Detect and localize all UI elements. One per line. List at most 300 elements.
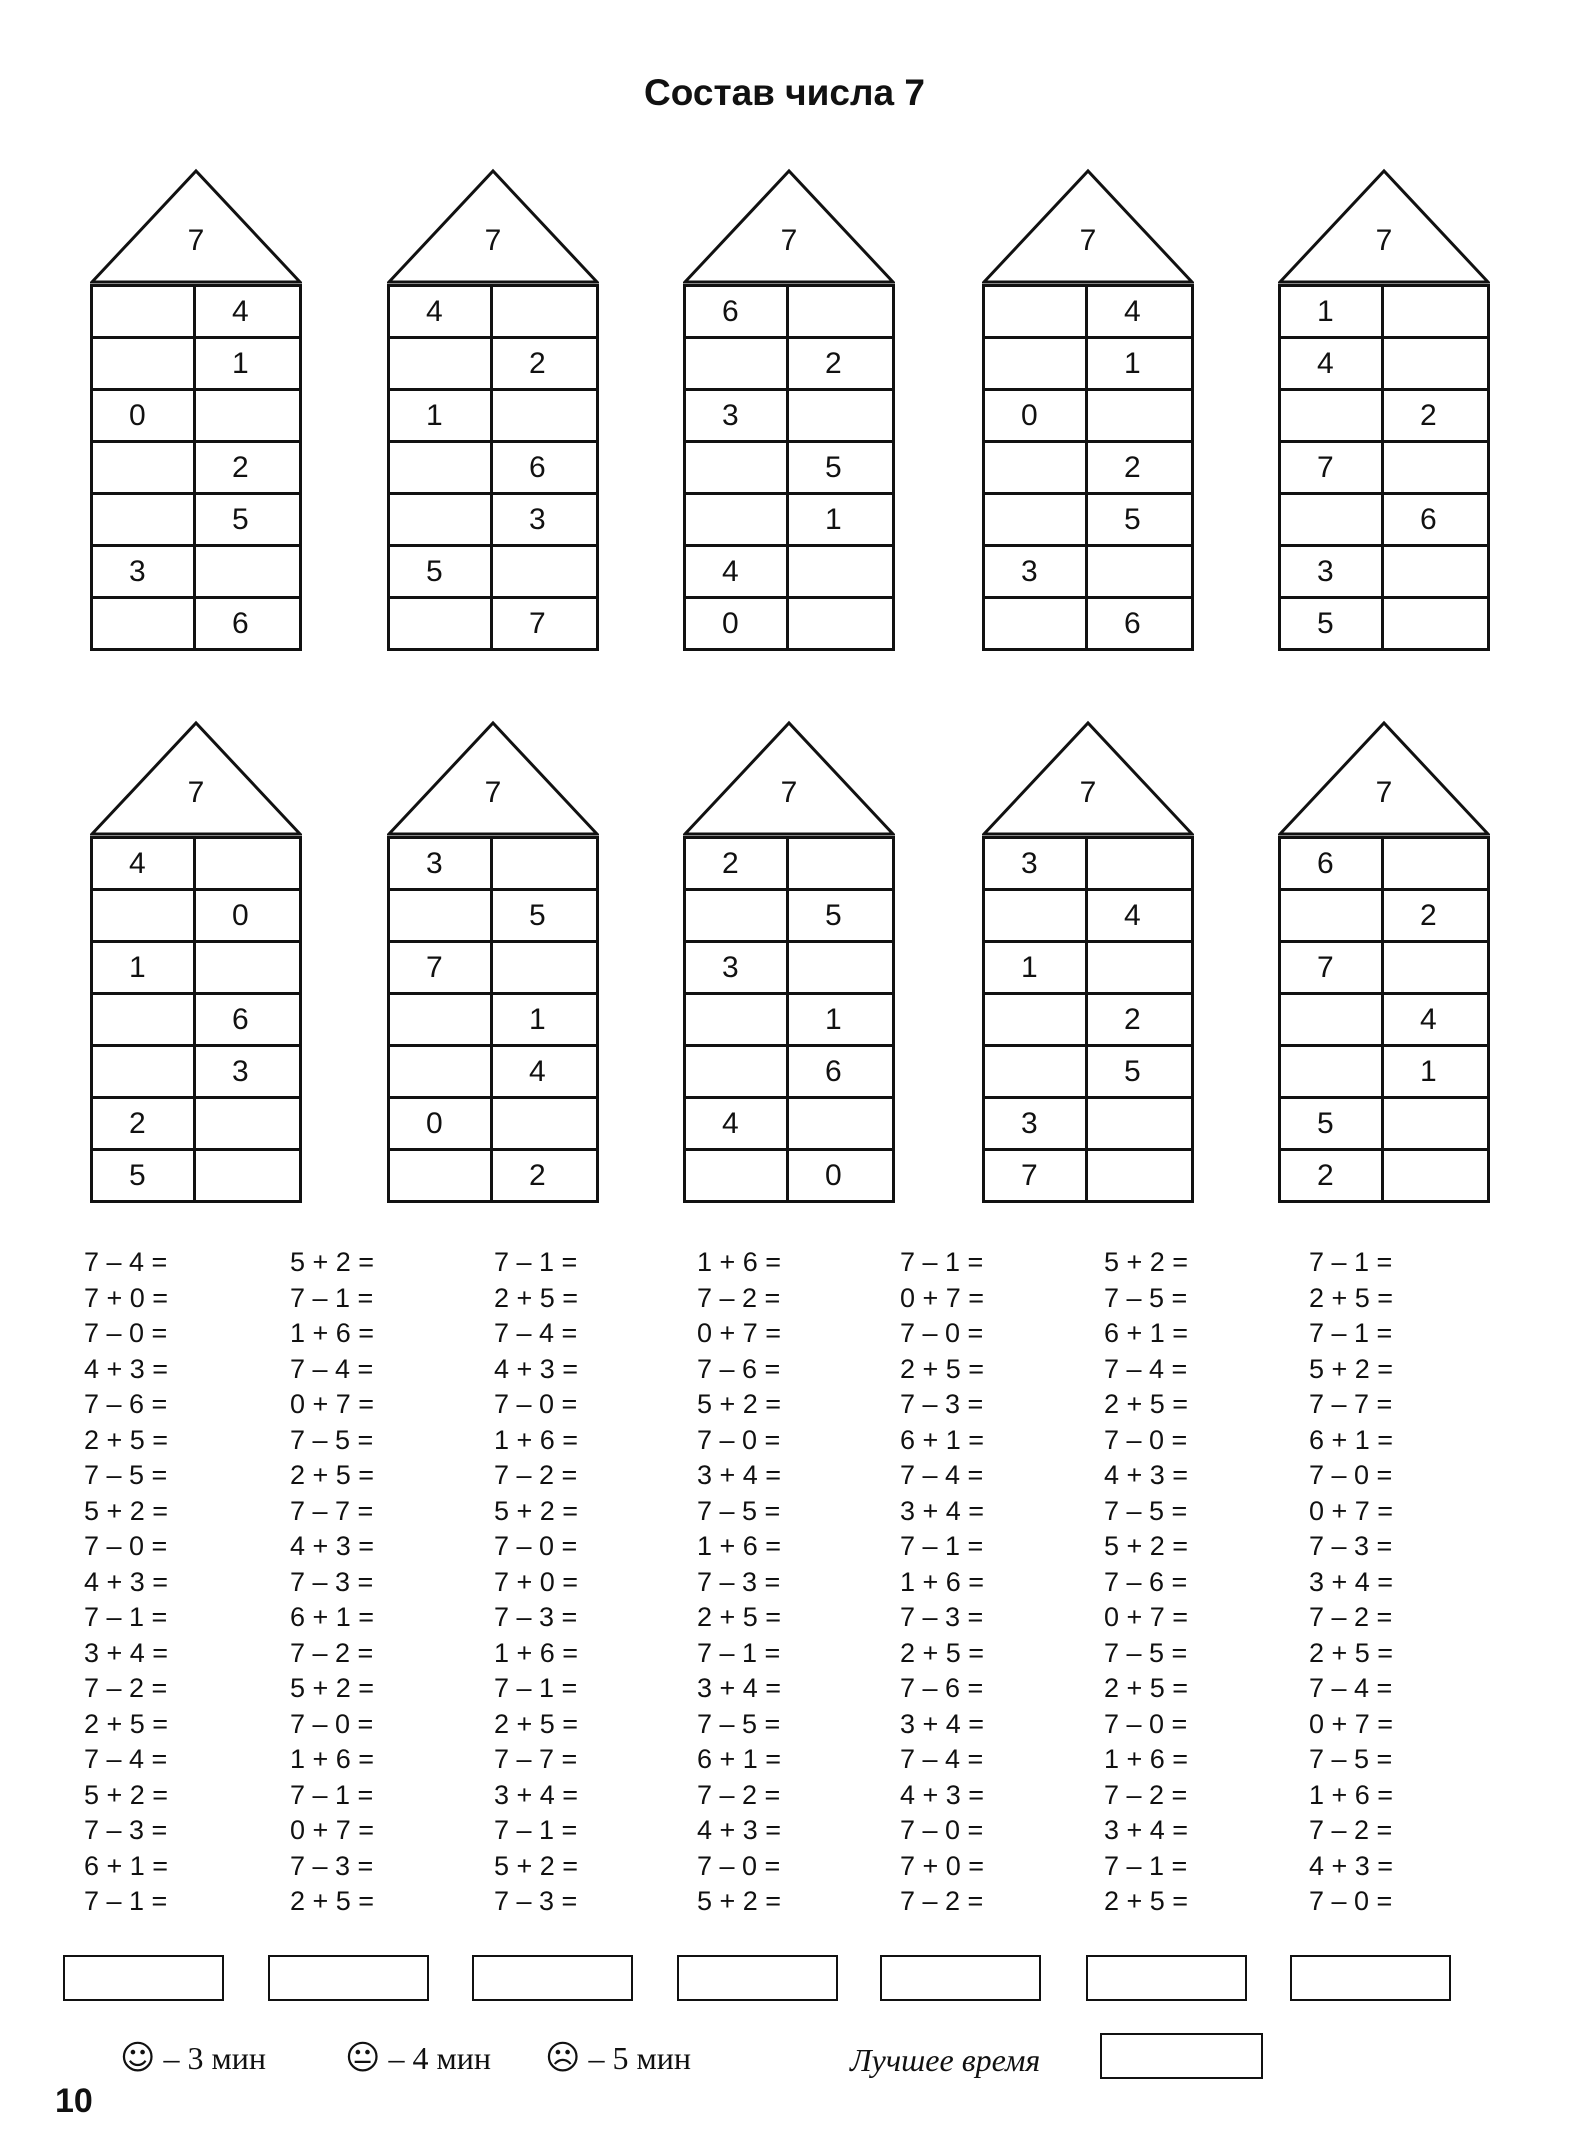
house-table xyxy=(387,836,599,1203)
house-row xyxy=(686,284,892,336)
house-cell-right[interactable] xyxy=(493,547,596,596)
exercise-item: 0 + 7 = xyxy=(900,1282,985,1313)
exercise-item: 7 – 2 = xyxy=(84,1673,168,1703)
house-cell-right[interactable] xyxy=(493,839,596,888)
exercise-item: 6 + 1 = xyxy=(84,1850,169,1881)
exercise-item: 2 + 5 = xyxy=(1309,1282,1394,1313)
house-roof xyxy=(982,168,1194,284)
house-cell-right: 1 xyxy=(232,347,249,380)
house-row xyxy=(1281,492,1487,544)
exercise-column xyxy=(900,1245,1080,1920)
house-cell-left: 2 xyxy=(93,1099,196,1148)
house-cell-right[interactable] xyxy=(1088,943,1191,992)
exercise-item: 7 – 0 = xyxy=(697,1424,781,1455)
house-row xyxy=(390,544,596,596)
house-cell-right: 2 xyxy=(1124,451,1141,484)
house-cell-right[interactable] xyxy=(1088,1151,1191,1200)
house-cell-right[interactable] xyxy=(789,943,892,992)
house-cell-right[interactable] xyxy=(789,287,892,336)
house-row xyxy=(985,336,1191,388)
house-roof xyxy=(683,720,895,836)
house-table xyxy=(90,284,302,651)
exercise-item: 3 + 4 = xyxy=(84,1637,169,1668)
house-row xyxy=(93,888,299,940)
exercise-item: 3 + 4 = xyxy=(900,1708,985,1739)
house-cell-right[interactable] xyxy=(1384,943,1487,992)
house-cell-left[interactable] xyxy=(390,339,493,388)
exercise-item: 7 – 4 = xyxy=(290,1353,374,1384)
house-cell-right[interactable] xyxy=(1384,547,1487,596)
house-cell-left[interactable] xyxy=(985,443,1088,492)
exercise-item: 7 – 6 = xyxy=(697,1353,781,1384)
house-row xyxy=(985,1148,1191,1200)
exercise-item: 7 – 2 = xyxy=(1104,1779,1188,1810)
roof-number: 7 xyxy=(187,224,205,257)
house-table xyxy=(90,836,302,1203)
house-cell-left[interactable] xyxy=(985,995,1088,1044)
exercise-item: 1 + 6 = xyxy=(290,1744,375,1774)
house-cell-left: 4 xyxy=(686,547,789,596)
exercise-item: 5 + 2 = xyxy=(1309,1353,1394,1384)
exercise-item: 7 – 5 = xyxy=(1104,1282,1188,1313)
house-cell-left[interactable] xyxy=(1281,391,1384,440)
house-cell-left[interactable] xyxy=(1281,891,1384,940)
house-cell-left[interactable] xyxy=(1281,995,1384,1044)
legend-sad: ☹ – 5 мин xyxy=(545,2038,691,2078)
house-row xyxy=(1281,1096,1487,1148)
house-cell-right: 4 xyxy=(529,1055,546,1088)
house-cell-right: 3 xyxy=(232,1055,249,1088)
house-row xyxy=(686,992,892,1044)
exercise-item: 6 + 1 = xyxy=(1104,1318,1189,1348)
exercise-item: 1 + 6 = xyxy=(900,1566,985,1597)
house-roof xyxy=(90,720,302,836)
exercise-item: 7 – 5 = xyxy=(290,1424,374,1455)
house-row xyxy=(390,1096,596,1148)
exercise-item: 2 + 5 = xyxy=(1309,1637,1394,1668)
house-roof xyxy=(387,720,599,836)
house xyxy=(90,168,302,651)
house-row xyxy=(1281,596,1487,648)
exercise-item: 7 – 2 = xyxy=(494,1460,578,1490)
exercise-item: 2 + 5 = xyxy=(494,1282,579,1313)
roof-number: 7 xyxy=(187,776,205,809)
house-cell-right[interactable] xyxy=(493,943,596,992)
exercise-item: 2 + 5 = xyxy=(84,1424,169,1455)
house-cell-left[interactable] xyxy=(985,339,1088,388)
house-row xyxy=(93,1096,299,1148)
exercise-item: 7 – 5 = xyxy=(1104,1495,1188,1526)
house-cell-right[interactable] xyxy=(1384,287,1487,336)
exercise-item: 2 + 5 = xyxy=(1104,1886,1189,1916)
exercise-item: 1 + 6 = xyxy=(697,1247,782,1277)
house-row xyxy=(985,888,1191,940)
exercise-item: 0 + 7 = xyxy=(1104,1602,1189,1632)
house-roof xyxy=(982,720,1194,836)
house xyxy=(387,720,599,1203)
house-cell-left: 3 xyxy=(985,547,1088,596)
house-cell-left[interactable] xyxy=(985,891,1088,940)
exercise-item: 2 + 5 = xyxy=(290,1460,375,1490)
house-cell-right: 7 xyxy=(529,607,546,640)
house-cell-left: 1 xyxy=(1281,287,1384,336)
house-cell-right: 1 xyxy=(825,503,842,536)
time-box[interactable] xyxy=(268,1955,429,2001)
exercise-item: 0 + 7 = xyxy=(1309,1495,1394,1526)
house-row xyxy=(93,1044,299,1096)
exercise-item: 2 + 5 = xyxy=(1104,1673,1189,1703)
exercise-item: 7 – 3 = xyxy=(290,1566,374,1597)
exercise-item: 7 – 5 = xyxy=(1104,1637,1188,1668)
exercise-item: 7 – 0 = xyxy=(697,1850,781,1881)
house-cell-left[interactable] xyxy=(985,495,1088,544)
house-row xyxy=(390,836,596,888)
time-box[interactable] xyxy=(880,1955,1041,2001)
house-cell-left: 5 xyxy=(1281,599,1384,648)
exercise-item: 4 + 3 = xyxy=(290,1531,375,1561)
house-cell-right[interactable] xyxy=(789,839,892,888)
house-cell-right[interactable] xyxy=(493,287,596,336)
house-row xyxy=(390,284,596,336)
house-row xyxy=(390,1044,596,1096)
house-row xyxy=(93,940,299,992)
exercise-item: 7 – 1 = xyxy=(494,1247,578,1277)
exercise-item: 7 – 1 = xyxy=(900,1531,984,1561)
exercise-item: 7 + 0 = xyxy=(900,1850,985,1881)
house-cell-left: 6 xyxy=(686,287,789,336)
exercise-item: 6 + 1 = xyxy=(697,1744,782,1774)
roof-number: 7 xyxy=(780,224,798,257)
house-cell-right: 2 xyxy=(529,347,546,380)
exercise-item: 1 + 6 = xyxy=(1104,1744,1189,1774)
exercise-item: 2 + 5 = xyxy=(290,1886,375,1916)
house-cell-right[interactable] xyxy=(1088,391,1191,440)
house-roof xyxy=(90,168,302,284)
house-row xyxy=(390,388,596,440)
house-cell-left: 4 xyxy=(93,839,196,888)
house-row xyxy=(985,940,1191,992)
house-row xyxy=(390,1148,596,1200)
house-cell-left: 3 xyxy=(390,839,493,888)
house-cell-right: 2 xyxy=(1420,399,1437,432)
house-cell-right: 6 xyxy=(1124,607,1141,640)
exercise-item: 5 + 2 = xyxy=(494,1850,579,1881)
house-row xyxy=(686,596,892,648)
house-cell-left[interactable] xyxy=(985,287,1088,336)
roof-number: 7 xyxy=(1079,224,1097,257)
house-cell-left[interactable] xyxy=(93,443,196,492)
house-row xyxy=(93,1148,299,1200)
exercise-item: 7 – 1 = xyxy=(494,1815,578,1845)
house-cell-right: 5 xyxy=(825,451,842,484)
exercise-item: 7 – 5 = xyxy=(697,1708,781,1739)
house-table xyxy=(982,284,1194,651)
exercise-column xyxy=(84,1245,264,1920)
best-time-label: Лучшее время xyxy=(850,2042,1041,2078)
house-cell-left[interactable] xyxy=(93,995,196,1044)
exercise-item: 7 – 3 = xyxy=(900,1389,984,1419)
house-row xyxy=(390,940,596,992)
exercise-item: 2 + 5 = xyxy=(900,1353,985,1384)
house-cell-left[interactable] xyxy=(93,1047,196,1096)
house-cell-left: 7 xyxy=(985,1151,1088,1200)
exercise-item: 3 + 4 = xyxy=(900,1495,985,1526)
house-cell-right: 2 xyxy=(232,451,249,484)
exercise-item: 7 – 0 = xyxy=(1104,1708,1188,1739)
house-row xyxy=(1281,388,1487,440)
exercise-item: 7 – 7 = xyxy=(1309,1389,1393,1419)
house-row xyxy=(93,440,299,492)
house-cell-right[interactable] xyxy=(1384,339,1487,388)
exercise-item: 7 – 3 = xyxy=(494,1602,578,1632)
roof-number: 7 xyxy=(1375,224,1393,257)
house-row xyxy=(686,836,892,888)
exercise-item: 4 + 3 = xyxy=(84,1353,169,1384)
exercise-item: 7 – 0 = xyxy=(494,1531,578,1561)
house-cell-left: 7 xyxy=(1281,443,1384,492)
house-cell-right[interactable] xyxy=(789,391,892,440)
house-cell-right[interactable] xyxy=(1088,839,1191,888)
exercise-item: 7 – 2 = xyxy=(1309,1815,1393,1845)
exercise-item: 7 – 3 = xyxy=(900,1602,984,1632)
house-cell-right[interactable] xyxy=(196,943,299,992)
exercise-item: 7 – 1 = xyxy=(290,1779,374,1810)
house-cell-left[interactable] xyxy=(93,891,196,940)
exercise-item: 5 + 2 = xyxy=(84,1779,169,1810)
exercise-item: 5 + 2 = xyxy=(697,1389,782,1419)
house-cell-left: 3 xyxy=(93,547,196,596)
house-row xyxy=(686,1096,892,1148)
house-cell-right: 1 xyxy=(529,1003,546,1036)
house-cell-right: 5 xyxy=(232,503,249,536)
exercise-item: 7 – 2 = xyxy=(290,1637,374,1668)
exercise-column xyxy=(494,1245,674,1920)
time-box[interactable] xyxy=(63,1955,224,2001)
exercise-item: 5 + 2 = xyxy=(1104,1531,1189,1561)
exercise-item: 6 + 1 = xyxy=(900,1424,985,1455)
house-cell-right: 6 xyxy=(232,1003,249,1036)
house-roof xyxy=(387,168,599,284)
house-cell-right: 4 xyxy=(232,295,249,328)
exercise-item: 7 – 3 = xyxy=(84,1815,168,1845)
exercise-item: 1 + 6 = xyxy=(697,1531,782,1561)
house-cell-right[interactable] xyxy=(789,547,892,596)
house-cell-left: 2 xyxy=(686,839,789,888)
exercise-item: 7 – 5 = xyxy=(1309,1744,1393,1774)
exercise-item: 3 + 4 = xyxy=(1104,1815,1189,1845)
roof-number: 7 xyxy=(1375,776,1393,809)
exercise-item: 2 + 5 = xyxy=(900,1637,985,1668)
house-cell-left[interactable] xyxy=(390,995,493,1044)
house-row xyxy=(686,940,892,992)
house-cell-left[interactable] xyxy=(93,287,196,336)
house xyxy=(387,168,599,651)
house-cell-right[interactable] xyxy=(1088,547,1191,596)
exercise-item: 7 – 3 = xyxy=(697,1566,781,1597)
house-cell-left[interactable] xyxy=(686,495,789,544)
house-cell-left[interactable] xyxy=(390,599,493,648)
house-cell-left: 4 xyxy=(1281,339,1384,388)
house-cell-left[interactable] xyxy=(985,1047,1088,1096)
house-cell-right[interactable] xyxy=(1088,1099,1191,1148)
time-box[interactable] xyxy=(677,1955,838,2001)
time-box[interactable] xyxy=(472,1955,633,2001)
house-cell-right: 6 xyxy=(529,451,546,484)
house-cell-left: 5 xyxy=(1281,1099,1384,1148)
house-row xyxy=(93,544,299,596)
house-cell-right[interactable] xyxy=(196,391,299,440)
exercise-item: 7 – 5 = xyxy=(697,1495,781,1526)
house-cell-right: 6 xyxy=(232,607,249,640)
exercise-item: 0 + 7 = xyxy=(290,1815,375,1845)
exercise-item: 7 – 2 = xyxy=(1309,1602,1393,1632)
house-cell-left: 1 xyxy=(390,391,493,440)
exercise-item: 4 + 3 = xyxy=(84,1566,169,1597)
time-box[interactable] xyxy=(1086,1955,1247,2001)
house-cell-right[interactable] xyxy=(1384,839,1487,888)
exercise-item: 7 – 1 = xyxy=(84,1886,168,1916)
house-cell-left[interactable] xyxy=(686,1047,789,1096)
house-cell-right[interactable] xyxy=(1384,599,1487,648)
house-row xyxy=(1281,284,1487,336)
house-cell-right: 4 xyxy=(1124,295,1141,328)
house xyxy=(90,720,302,1203)
house-row xyxy=(985,440,1191,492)
house-cell-left[interactable] xyxy=(390,1151,493,1200)
house-cell-right: 1 xyxy=(825,1003,842,1036)
house-table xyxy=(1278,284,1490,651)
best-time-box[interactable] xyxy=(1100,2033,1263,2079)
exercise-item: 1 + 6 = xyxy=(494,1424,579,1455)
house-cell-left: 4 xyxy=(686,1099,789,1148)
exercise-item: 7 – 1 = xyxy=(900,1247,984,1277)
house xyxy=(1278,720,1490,1203)
house-cell-left: 7 xyxy=(390,943,493,992)
house-cell-right: 5 xyxy=(1124,503,1141,536)
house-row xyxy=(985,544,1191,596)
exercise-item: 5 + 2 = xyxy=(697,1886,782,1916)
house-cell-left[interactable] xyxy=(390,891,493,940)
house-row xyxy=(93,388,299,440)
house xyxy=(683,720,895,1203)
page-title: Состав числа 7 xyxy=(644,72,925,113)
house-cell-left: 0 xyxy=(390,1099,493,1148)
house-cell-left[interactable] xyxy=(686,1151,789,1200)
house-cell-left[interactable] xyxy=(390,443,493,492)
house-table xyxy=(683,836,895,1203)
house-cell-left[interactable] xyxy=(93,599,196,648)
house-cell-left[interactable] xyxy=(686,995,789,1044)
exercise-item: 7 – 1 = xyxy=(1104,1850,1188,1881)
house-cell-left: 3 xyxy=(1281,547,1384,596)
house-row xyxy=(1281,544,1487,596)
exercise-item: 4 + 3 = xyxy=(494,1353,579,1384)
house-row xyxy=(985,492,1191,544)
exercise-item: 7 – 3 = xyxy=(494,1886,578,1916)
exercise-item: 3 + 4 = xyxy=(697,1673,782,1703)
house-cell-right: 3 xyxy=(529,503,546,536)
house-cell-right[interactable] xyxy=(789,599,892,648)
house-cell-right[interactable] xyxy=(1384,1099,1487,1148)
house-row xyxy=(985,836,1191,888)
house-cell-left[interactable] xyxy=(1281,495,1384,544)
house-cell-right: 0 xyxy=(232,899,249,932)
house-cell-right[interactable] xyxy=(789,1099,892,1148)
house-cell-left: 1 xyxy=(93,943,196,992)
roof-number: 7 xyxy=(1079,776,1097,809)
house-cell-left[interactable] xyxy=(985,599,1088,648)
house-row xyxy=(390,992,596,1044)
house-cell-left: 1 xyxy=(985,943,1088,992)
exercise-item: 7 – 2 = xyxy=(697,1282,781,1313)
house-row xyxy=(1281,440,1487,492)
house-row xyxy=(985,992,1191,1044)
house-cell-left[interactable] xyxy=(93,495,196,544)
house-roof xyxy=(1278,168,1490,284)
house-row xyxy=(985,1044,1191,1096)
roof-number: 7 xyxy=(780,776,798,809)
house-table xyxy=(982,836,1194,1203)
time-box[interactable] xyxy=(1290,1955,1451,2001)
house-cell-left[interactable] xyxy=(686,443,789,492)
house-cell-right: 2 xyxy=(825,347,842,380)
exercise-item: 4 + 3 = xyxy=(697,1815,782,1845)
house-row xyxy=(1281,992,1487,1044)
exercise-item: 4 + 3 = xyxy=(900,1779,985,1810)
house-table xyxy=(683,284,895,651)
house-cell-right: 4 xyxy=(1124,899,1141,932)
house-cell-left[interactable] xyxy=(1281,1047,1384,1096)
house-cell-right[interactable] xyxy=(196,547,299,596)
house-cell-right[interactable] xyxy=(493,1099,596,1148)
house-cell-left: 0 xyxy=(686,599,789,648)
house-cell-left[interactable] xyxy=(93,339,196,388)
house-cell-left[interactable] xyxy=(390,495,493,544)
house-table xyxy=(1278,836,1490,1203)
house-cell-left: 3 xyxy=(686,391,789,440)
exercise-column xyxy=(1104,1245,1284,1920)
house-cell-left: 0 xyxy=(985,391,1088,440)
house-cell-right[interactable] xyxy=(1384,1151,1487,1200)
exercise-item: 2 + 5 = xyxy=(697,1602,782,1632)
house-cell-left: 5 xyxy=(93,1151,196,1200)
exercise-item: 7 – 0 = xyxy=(84,1318,168,1348)
house-roof xyxy=(1278,720,1490,836)
house-cell-left[interactable] xyxy=(686,891,789,940)
exercise-item: 7 – 0 = xyxy=(84,1531,168,1561)
house-row xyxy=(1281,836,1487,888)
exercise-item: 7 – 7 = xyxy=(494,1744,578,1774)
house-cell-right: 6 xyxy=(1420,503,1437,536)
house-row xyxy=(93,992,299,1044)
house-row xyxy=(93,284,299,336)
house-cell-right[interactable] xyxy=(196,1151,299,1200)
house-cell-left[interactable] xyxy=(686,339,789,388)
house-cell-right[interactable] xyxy=(196,1099,299,1148)
house-cell-right[interactable] xyxy=(196,839,299,888)
exercise-item: 7 – 0 = xyxy=(1309,1886,1393,1916)
house-cell-left[interactable] xyxy=(390,1047,493,1096)
house-cell-right[interactable] xyxy=(1384,443,1487,492)
page-number: 10 xyxy=(55,2082,93,2120)
house-row xyxy=(1281,888,1487,940)
house-row xyxy=(390,492,596,544)
house-table xyxy=(387,284,599,651)
house-cell-right: 2 xyxy=(1420,899,1437,932)
exercise-item: 1 + 6 = xyxy=(1309,1779,1394,1810)
house-cell-right[interactable] xyxy=(493,391,596,440)
house-row xyxy=(985,284,1191,336)
